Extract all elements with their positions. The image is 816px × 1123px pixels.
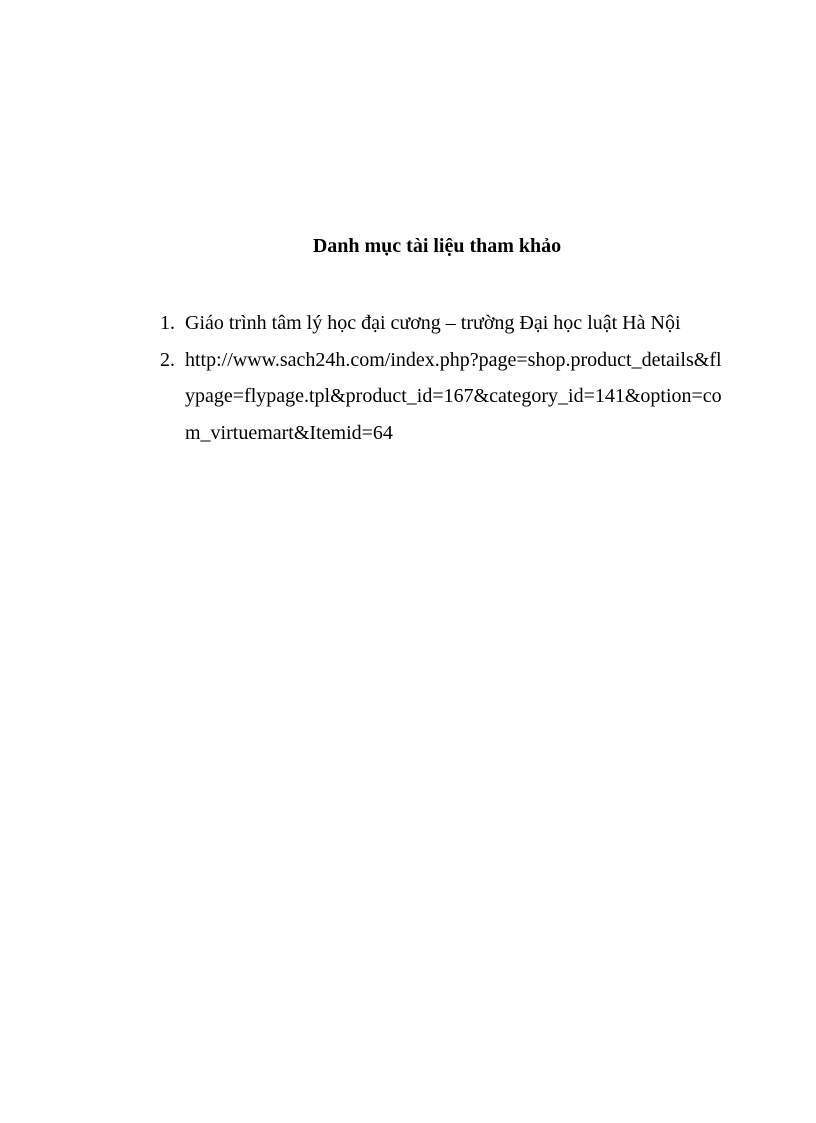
reference-number: 2. bbox=[160, 348, 175, 371]
reference-number: 1. bbox=[160, 312, 175, 334]
reference-list bbox=[160, 305, 730, 451]
reference-item-1 bbox=[160, 305, 730, 342]
reference-link: http://www.sach24h.com/index.php?page=shop.product_details&flypage=flypage.tpl&product_id=167&category_id=141&option=com_virtuemart&Itemid=64 bbox=[185, 348, 722, 444]
page-title: Danh mục tài liệu tham khảo bbox=[312, 235, 562, 257]
reference-item-2 bbox=[160, 342, 730, 452]
reference-text: Giáo trình tâm lý học đại cương – trường Đại học luật Hà Nội bbox=[185, 312, 681, 334]
